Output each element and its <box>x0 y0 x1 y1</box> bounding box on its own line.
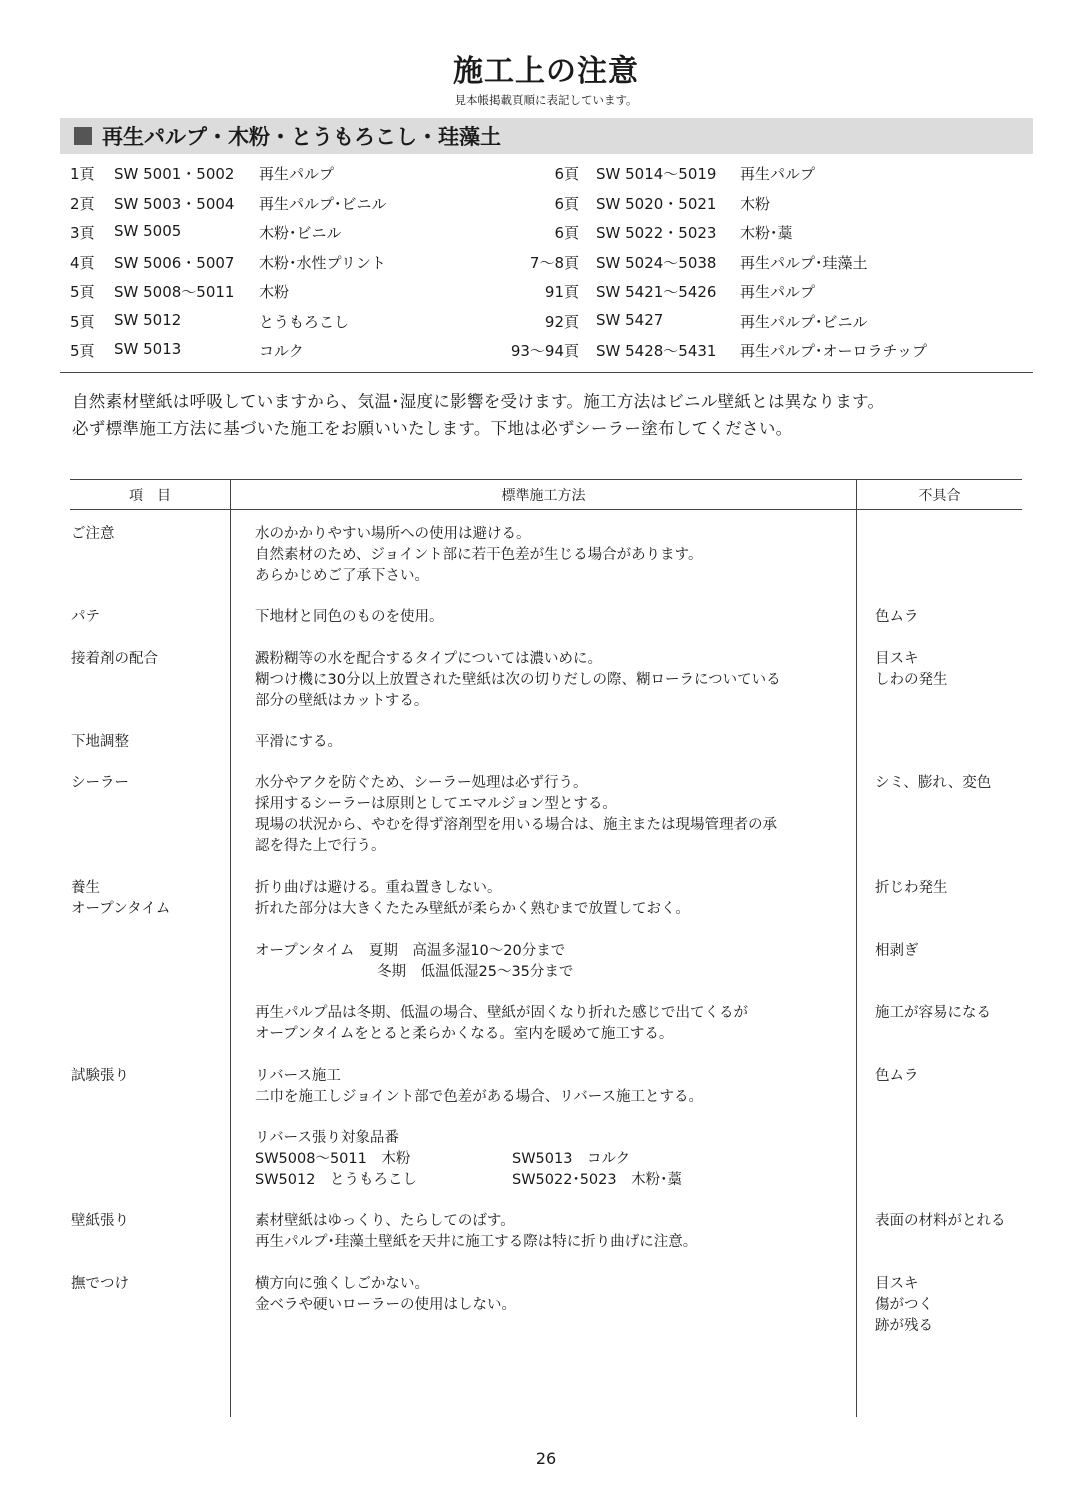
product-page: 93～94頁 <box>510 342 579 360</box>
row-method: 横方向に強くしごかない。 金ベラや硬いローラーの使用はしない。 <box>255 1276 516 1313</box>
header-item: 項 目 <box>129 488 171 504</box>
row-item: パテ <box>71 609 100 625</box>
product-pair: SW5008～5011 木粉 SW5013 コルク <box>255 1151 631 1167</box>
product-page: 5頁 <box>70 283 95 301</box>
product-row <box>70 252 1033 282</box>
product-code: SW 5428～5431 <box>596 342 717 360</box>
row-item: 試験張り <box>71 1068 129 1084</box>
product-code: SW 5006・5007 <box>114 253 235 272</box>
row-defect: 色ムラ <box>875 1068 919 1084</box>
product-material: 木粉･水性プリント <box>259 253 386 272</box>
row-method: リバース施工 二巾を施工しジョイント部で色差がある場合、リバース施工とする。 <box>255 1068 704 1105</box>
row-method: 水分やアクを防ぐため、シーラー処理は必ず行う。 採用するシーラーは原則としてエマルジョン型とする。 現場の状況から、やむを得ず溶剤型を用いる場合は、施主または現場管理者の承 認を得た上で行う。 <box>255 775 777 854</box>
product-page: 6頁 <box>554 224 579 242</box>
product-material: 再生パルプ･珪藻土 <box>740 253 868 272</box>
column-divider <box>230 479 231 1417</box>
divider <box>60 372 1033 373</box>
product-material: 木粉･藁 <box>740 224 793 242</box>
product-page: 7～8頁 <box>529 253 579 272</box>
row-method: 折り曲げは避ける。重ね置きしない。 折れた部分は大きくたたみ壁紙が柔らかく熟むまで放置しておく。 <box>255 880 690 917</box>
product-pair: SW5012 とうもろこし SW5022･5023 木粉･藁 <box>255 1172 682 1188</box>
product-list <box>70 163 1033 370</box>
row-method: 下地材と同色のものを使用。 <box>255 609 444 625</box>
product-page: 91頁 <box>544 283 579 301</box>
product-code: SW 5013 <box>114 340 182 358</box>
product-row <box>70 222 1033 252</box>
product-page: 5頁 <box>70 312 95 331</box>
row-defect: 目スキ しわの発生 <box>875 651 948 688</box>
row-method: 澱粉糊等の水を配合するタイプについては濃いめに。 糊つけ機に30分以上放置された壁紙は次の切りだしの際、糊ローラについている 部分の壁紙はカットする。 <box>255 651 781 709</box>
header-defect: 不具合 <box>918 488 961 504</box>
product-row <box>70 311 1033 341</box>
table-top-border <box>70 479 1022 480</box>
product-material: 再生パルプ <box>740 283 816 301</box>
row-method: 平滑にする。 <box>255 734 342 750</box>
row-method: オープンタイム 夏期 高温多湿10～20分まで 冬期 低温低湿25～35分まで <box>255 943 574 980</box>
row-item: 下地調整 <box>71 734 129 750</box>
product-page: 3頁 <box>70 224 95 242</box>
product-material: 再生パルプ <box>740 165 816 183</box>
product-material: 再生パルプ･ビニル <box>259 194 387 213</box>
product-material: 木粉･ビニル <box>259 224 342 242</box>
column-divider <box>856 479 857 1417</box>
row-defect: 色ムラ <box>875 609 919 625</box>
product-page: 1頁 <box>70 165 95 183</box>
product-page: 2頁 <box>70 194 95 213</box>
page-number: 26 <box>535 1449 557 1468</box>
product-code: SW 5012 <box>114 310 182 329</box>
product-page: 5頁 <box>70 342 95 360</box>
product-material: 木粉 <box>259 283 290 301</box>
product-code: SW 5008～5011 <box>114 283 235 301</box>
product-row <box>70 193 1033 223</box>
header-method: 標準施工方法 <box>501 488 586 504</box>
product-page: 6頁 <box>554 194 579 213</box>
product-row <box>70 163 1033 193</box>
square-bullet-icon <box>74 127 92 145</box>
row-method: 水のかかりやすい場所への使用は避ける。 自然素材のため、ジョイント部に若干色差が生じる場合があります。 あらかじめご了承下さい。 <box>255 526 703 584</box>
row-defect: 目スキ 傷がつく 跡が残る <box>875 1276 933 1334</box>
product-material: 再生パルプ･ビニル <box>740 312 868 331</box>
section-title: 再生パルプ・木粉・とうもろこし・珪藻土 <box>102 125 501 149</box>
product-row <box>70 340 1033 370</box>
notice-text <box>72 388 884 442</box>
row-defect: 折じわ発生 <box>875 880 948 896</box>
row-method: 再生パルプ品は冬期、低温の場合、壁紙が固くなり折れた感じで出てくるが オープンタイムをとると柔らかくなる。室内を暖めて施工する。 <box>255 1005 748 1042</box>
product-page: 6頁 <box>554 165 579 183</box>
product-material: 再生パルプ･オーロラチップ <box>740 342 928 360</box>
product-code: SW 5024～5038 <box>596 253 717 272</box>
row-item: シーラー <box>71 775 129 791</box>
product-row <box>70 281 1033 311</box>
product-code: SW 5003・5004 <box>114 194 235 213</box>
product-code: SW 5020・5021 <box>596 194 717 213</box>
product-code: SW 5001・5002 <box>114 165 235 183</box>
row-method: 素材壁紙はゆっくり、たらしてのばす。 再生パルプ･珪藻土壁紙を天井に施工する際は特に折り曲げに注意。 <box>255 1213 698 1250</box>
row-defect: 相剥ぎ <box>875 943 919 959</box>
product-code: SW 5014～5019 <box>596 165 717 183</box>
product-page: 4頁 <box>70 253 95 272</box>
product-page: 92頁 <box>544 312 579 331</box>
product-code: SW 5022・5023 <box>596 224 717 242</box>
product-code: SW 5427 <box>596 310 664 329</box>
row-item: 撫でつけ <box>71 1276 129 1292</box>
row-defect: 施工が容易になる <box>875 1005 991 1021</box>
row-item: ご注意 <box>71 526 115 542</box>
row-item: 壁紙張り <box>71 1213 129 1229</box>
row-item: 養生 オープンタイム <box>71 880 171 917</box>
row-method: リバース張り対象品番 SW5008～5011 木粉 SW5013 コルク SW5012 とうもろこし SW5022･5023 木粉･藁 <box>255 1128 845 1191</box>
product-code: SW 5421～5426 <box>596 283 717 301</box>
page-subtitle: 見本帳掲載頁順に表記しています。 <box>454 93 638 107</box>
notice-line: 必ず標準施工方法に基づいた施工をお願いいたします。下地は必ずシーラー塗布してください。 <box>72 419 793 438</box>
product-material: 再生パルプ <box>259 165 335 183</box>
section-header <box>60 118 1033 154</box>
row-defect: 表面の材料がとれる <box>875 1213 1006 1229</box>
product-material: コルク <box>259 342 304 360</box>
table-header-border <box>70 509 1022 510</box>
product-material: 木粉 <box>740 194 771 213</box>
product-code: SW 5005 <box>114 222 182 240</box>
notice-line: 自然素材壁紙は呼吸していますから、気温･湿度に影響を受けます。施工方法はビニル壁紙とは異なります。 <box>72 392 885 411</box>
product-material: とうもろこし <box>259 312 350 331</box>
page-title: 施工上の注意 <box>453 54 639 89</box>
row-item: 接着剤の配合 <box>71 651 158 667</box>
row-defect: シミ、膨れ、変色 <box>875 775 992 791</box>
